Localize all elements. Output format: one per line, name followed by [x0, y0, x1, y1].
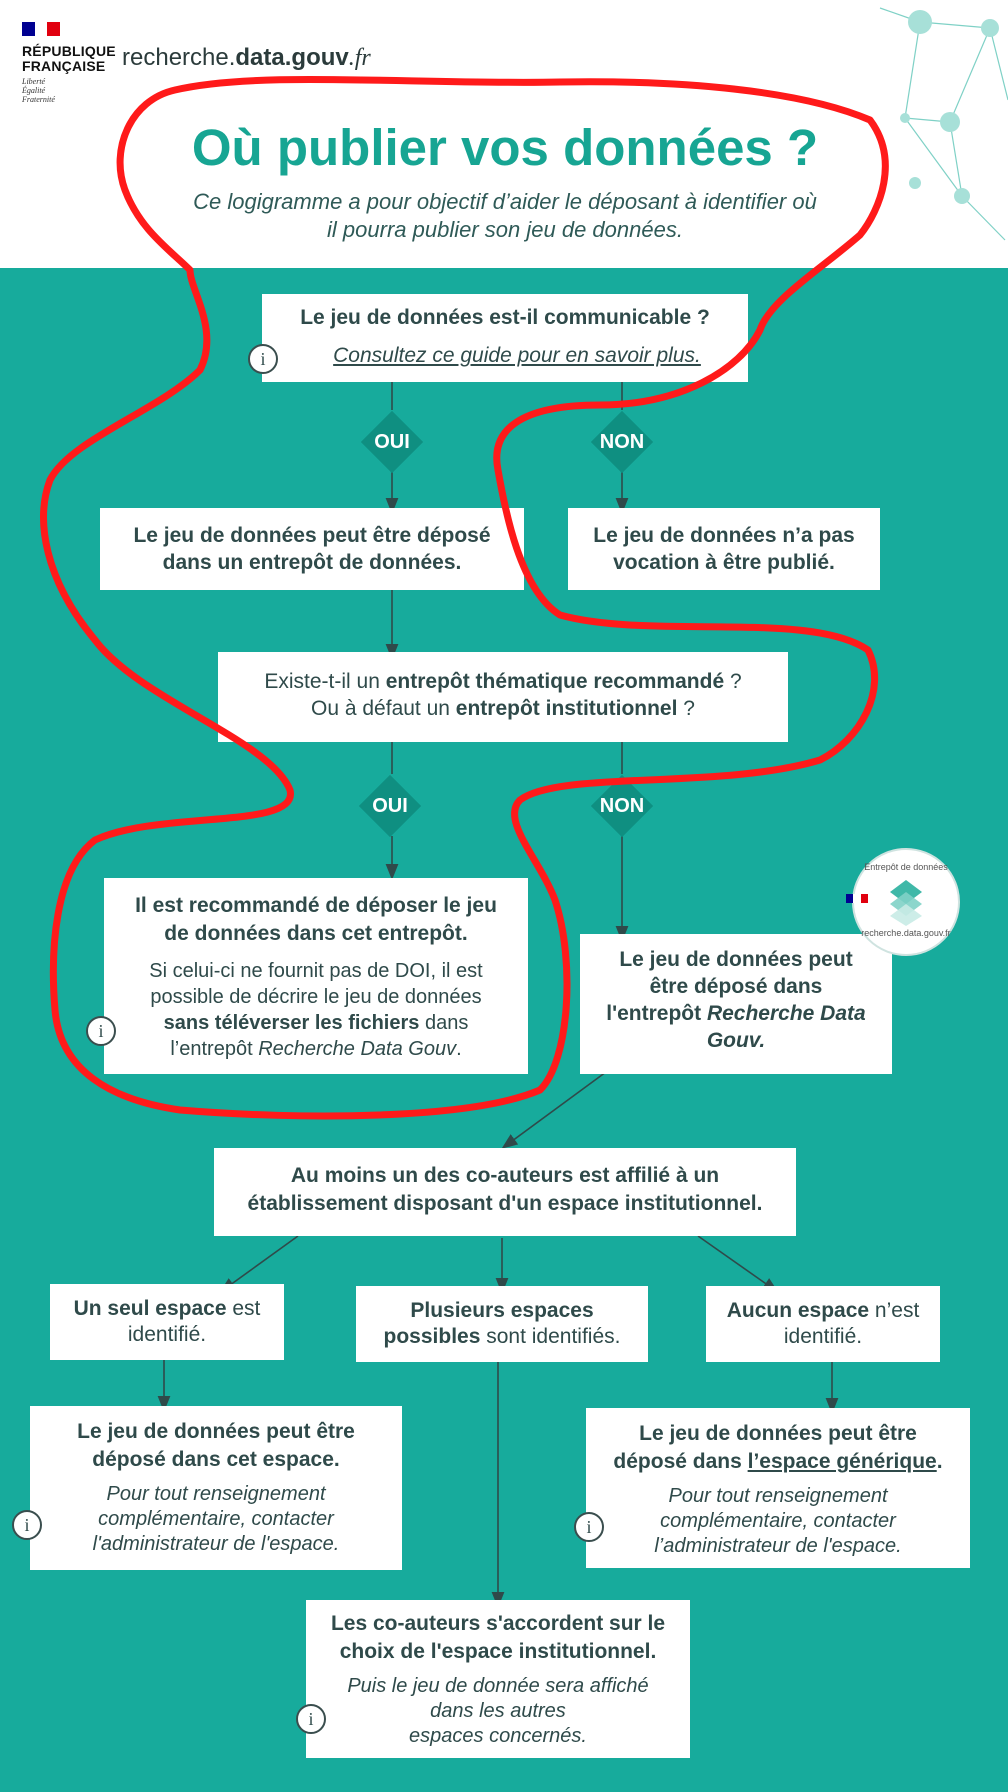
agree-body3: espaces concernés. [409, 1725, 587, 1747]
agree-body2: dans les autres [430, 1700, 566, 1722]
info-icon[interactable]: i [574, 1512, 604, 1542]
none-line2: identifié. [783, 1325, 863, 1348]
page-title: Où publier vos données ? [191, 119, 819, 176]
can-deposit-line1: Le jeu de données peut être déposé [133, 524, 491, 547]
yes-label-2: OUI [372, 795, 408, 817]
deposit-space-body3: l'administrateur de l'espace. [92, 1533, 340, 1555]
none-rest: n’est [869, 1299, 920, 1322]
site-bold: data.gouv [235, 44, 349, 71]
recommended-title1: Il est recommandé de déposer le jeu [135, 894, 497, 917]
deposit-space-title2: déposé dans cet espace. [92, 1448, 340, 1471]
coauthors-line2: établissement disposant d'un espace institutionnel. [247, 1192, 763, 1215]
info-icon[interactable]: i [12, 1510, 42, 1540]
info-icon[interactable]: i [86, 1016, 116, 1046]
agree-title2: choix de l'espace institutionnel. [339, 1640, 657, 1663]
motto-fraternite: Fraternité [22, 95, 55, 104]
q1-question: Le jeu de données est-il communicable ? [300, 306, 710, 329]
site-prefix: recherche. [122, 44, 236, 71]
recommended-body4-b: Recherche Data Gouv [258, 1038, 457, 1060]
badge-bottom-text: recherche.data.gouv.fr [861, 928, 951, 938]
republique-line1: RÉPUBLIQUE [22, 43, 116, 59]
republique-line2: FRANÇAISE [22, 58, 106, 74]
deposit-space-body2: complémentaire, contacter [98, 1508, 334, 1530]
rdg-line1: Le jeu de données peut [619, 948, 853, 971]
motto-liberte: Liberté [22, 77, 46, 86]
generic-space-link[interactable]: l’espace générique [747, 1450, 937, 1473]
multiple-bold1: Plusieurs espaces [410, 1299, 594, 1322]
single-bold: Un seul espace [73, 1297, 227, 1320]
deposit-generic-body3: l’administrateur de l'espace. [654, 1535, 902, 1557]
recommended-title2: de données dans cet entrepôt. [164, 922, 468, 945]
rdg-line3-b: Recherche Data [706, 1002, 866, 1025]
deposit-generic-title1: Le jeu de données peut être [639, 1422, 917, 1445]
recommended-body3-rest: dans [419, 1012, 469, 1034]
multiple-rest: sont identifiés. [480, 1325, 621, 1348]
multiple-bold2: possibles [383, 1325, 481, 1348]
q2-line1-a: Existe-t-il un [264, 670, 386, 693]
single-line2: identifié. [127, 1323, 207, 1346]
not-published-line2: vocation à être publié. [613, 551, 835, 574]
none-bold: Aucun espace [726, 1299, 870, 1322]
agree-title1: Les co-auteurs s'accordent sur le [330, 1612, 666, 1635]
recommended-body4-a: l’entrepôt [170, 1038, 259, 1060]
not-published-line1: Le jeu de données n’a pas [593, 524, 855, 547]
motto-egalite: Égalité [22, 86, 46, 95]
info-icon[interactable]: i [248, 344, 278, 374]
q2-line2-c: ? [677, 697, 695, 720]
recommended-body2: possible de décrire le jeu de données [150, 986, 482, 1008]
can-deposit-line2: dans un entrepôt de données. [162, 551, 462, 574]
recommended-body1: Si celui-ci ne fournit pas de DOI, il est [149, 960, 483, 982]
q2-line2-a: Ou à défaut un [311, 697, 456, 720]
no-label-2: NON [599, 795, 645, 817]
rdg-line2: être déposé dans [649, 975, 823, 998]
info-icon[interactable]: i [296, 1704, 326, 1734]
recommended-body4-c: . [456, 1038, 462, 1060]
q2-line1-b: entrepôt thématique recommandé [385, 670, 725, 693]
q2-line1-c: ? [724, 670, 742, 693]
agree-body1: Puis le jeu de donnée sera affiché [347, 1675, 649, 1697]
deposit-generic-title2-c: . [936, 1450, 943, 1473]
single-rest: est [226, 1297, 261, 1320]
rdg-line4: Gouv. [706, 1029, 766, 1052]
deposit-generic-title2-a: déposé dans [613, 1450, 748, 1473]
deposit-space-body1: Pour tout renseignement [106, 1483, 326, 1505]
deposit-generic-body1: Pour tout renseignement [668, 1485, 888, 1507]
coauthors-line1: Au moins un des co-auteurs est affilié à un [290, 1164, 720, 1187]
subtitle-line1: Ce logigramme a pour objectif d’aider le déposant à identifier où [193, 189, 817, 214]
rdg-line3-a: l'entrepôt [606, 1002, 707, 1025]
guide-link[interactable]: Consultez ce guide pour en savoir plus. [333, 344, 701, 367]
yes-label-1: OUI [374, 431, 410, 453]
deposit-space-title1: Le jeu de données peut être [77, 1420, 355, 1443]
recommended-body3-bold: sans téléverser les fichiers [163, 1012, 420, 1034]
q2-line2-b: entrepôt institutionnel [455, 697, 678, 720]
subtitle-line2: il pourra publier son jeu de données. [327, 217, 683, 242]
deposit-generic-body2: complémentaire, contacter [660, 1510, 896, 1532]
no-label-1: NON [599, 431, 645, 453]
badge-top-text: Entrepôt de données [864, 862, 948, 872]
site-suffix: .fr [348, 45, 371, 71]
